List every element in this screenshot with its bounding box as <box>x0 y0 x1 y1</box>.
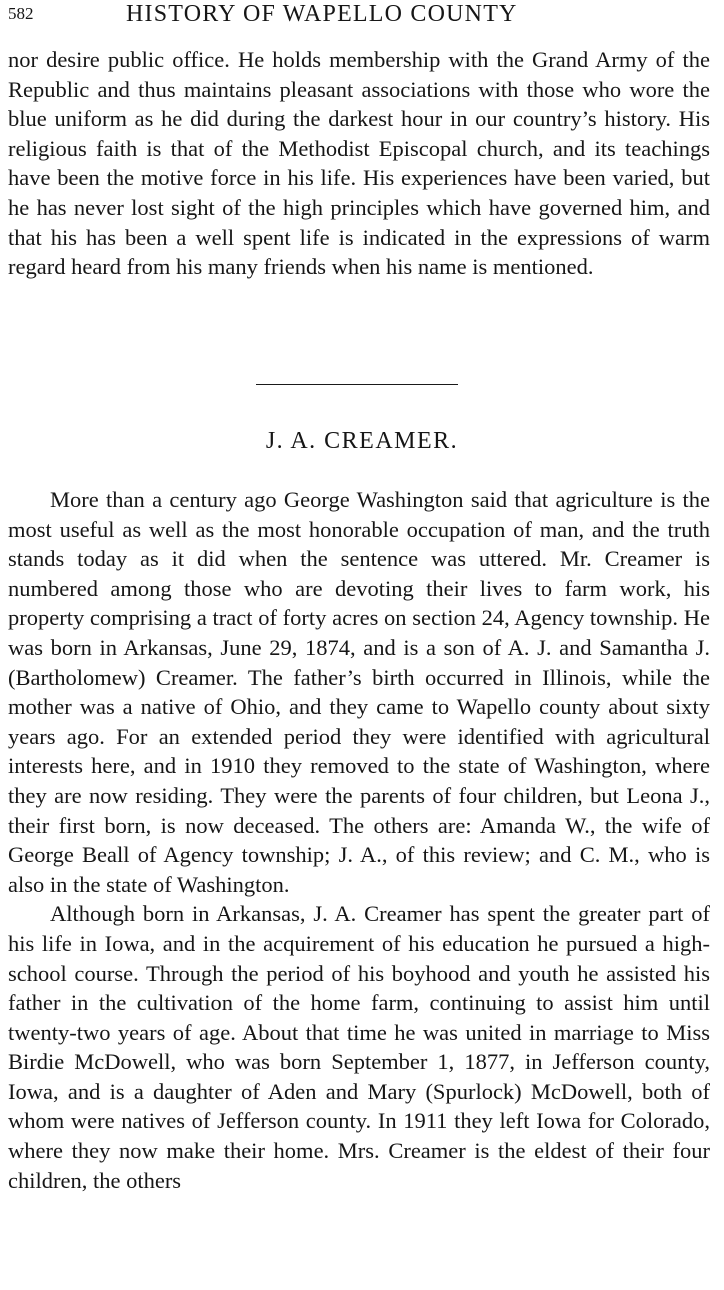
paragraph: nor desire public office. He holds membership with the Grand Army of the Republic and thus maintains pleasant associations with those who wore the blue uniform as he did during the darkest hour in our country’s history. His religious faith is that of the Methodist Episcopal church, and its teachings have been the motive force in his life. His experiences have been varied, but he has never lost sight of the high principles which have governed him, and that his has been a well spent life is indicated in the expressions of warm regard heard from his many friends when his name is mentioned. <box>8 47 710 280</box>
section-separator <box>256 384 458 385</box>
paragraph: More than a century ago George Washington said that agriculture is the most useful as well as the most honorable occupation of man, and the truth stands today as it did when the sentence was uttered. Mr. Creamer is numbered among those who are devoting their lives to farm work, his property comprising a tract of forty acres on section 24, Agency township. He was born in Arkansas, June 29, 1874, and is a son of A. J. and Samantha J. (Bartholomew) Creamer. The father’s birth occurred in Illinois, while the mother was a native of Ohio, and they came to Wapello county about sixty years ago. For an extended period they were identified with agricultural interests here, and in 1910 they removed to the state of Washington, where they are now residing. They were the parents of four children, but Leona J., their first born, is now deceased. The others are: Amanda W., the wife of George Beall of Agency township; J. A., of this review; and C. M., who is also in the state of Washington. <box>8 487 710 897</box>
article-body <box>8 485 710 1195</box>
previous-article-text <box>8 45 710 282</box>
article-heading: J. A. CREAMER. <box>265 428 459 454</box>
paragraph: Although born in Arkansas, J. A. Creamer has spent the greater part of his life in Iowa, and in the acquirement of his education he pursued a high-school course. Through the period of his boyhood and youth he assisted his father in the cultivation of the home farm, continuing to assist him until twenty-two years of age. About that time he was united in marriage to Miss Birdie McDowell, who was born September 1, 1877, in Jefferson county, Iowa, and is a daughter of Aden and Mary (Spurlock) McDowell, both of whom were natives of Jefferson county. In 1911 they left Iowa for Colorado, where they now make their home. Mrs. Creamer is the eldest of their four children, the others <box>8 901 710 1193</box>
running-head <box>8 0 710 32</box>
running-title: HISTORY OF WAPELLO COUNTY <box>126 1 518 27</box>
page-number: 582 <box>8 4 34 23</box>
